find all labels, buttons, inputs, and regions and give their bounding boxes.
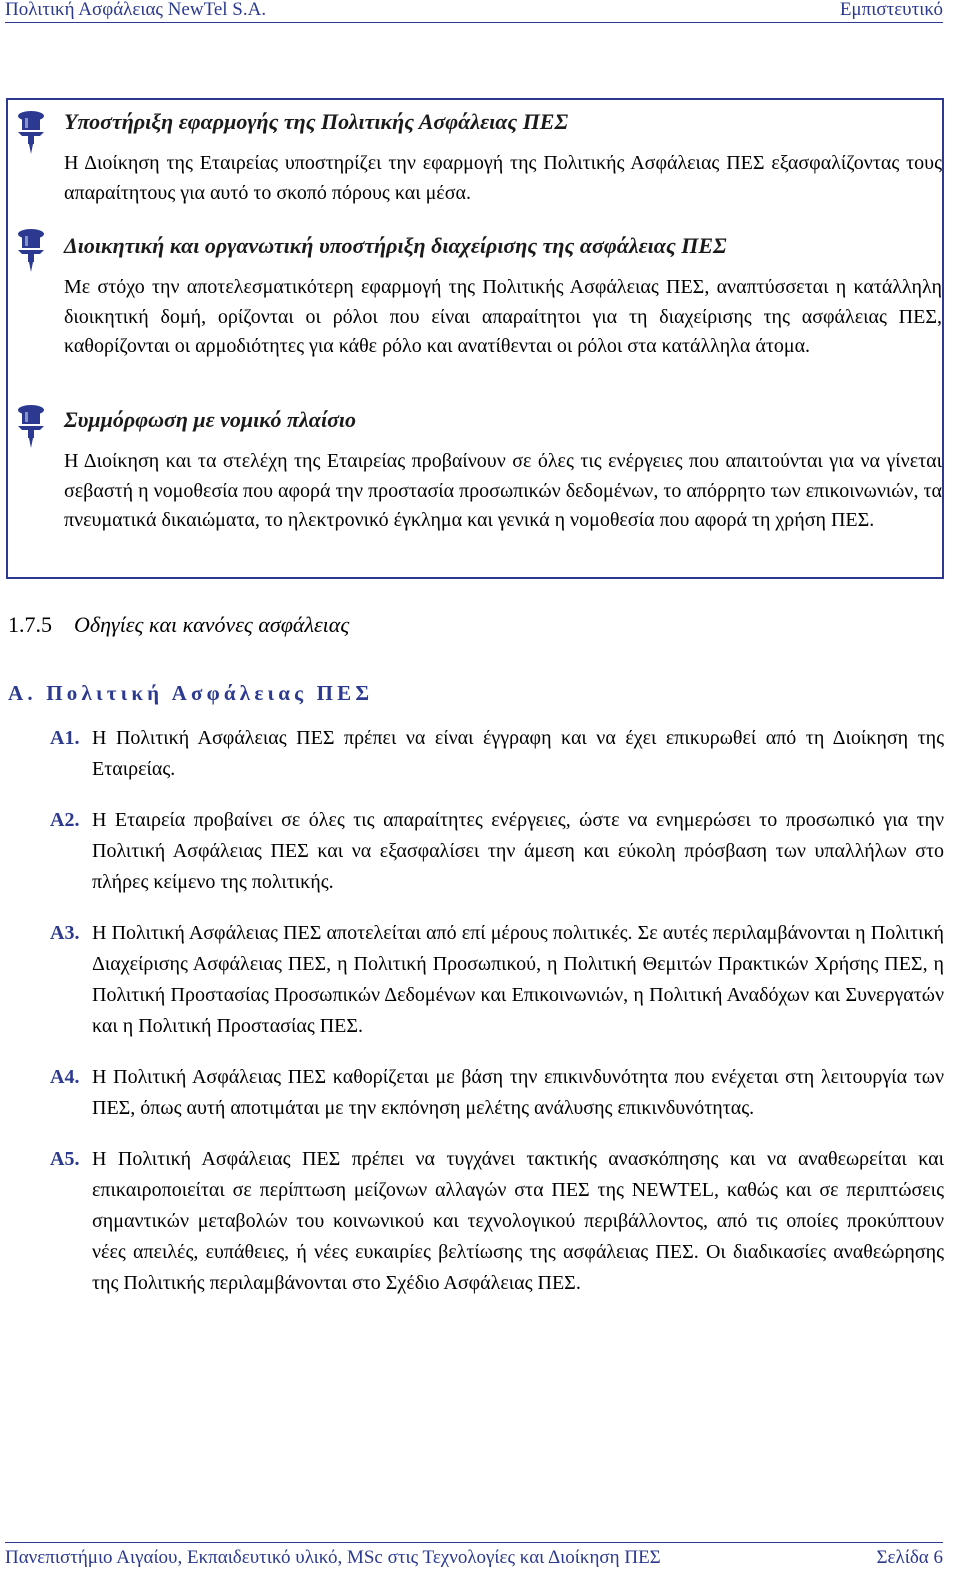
list-item	[50, 723, 944, 785]
header-document-title: Πολιτική Ασφάλειας NewTel S.A.	[5, 0, 267, 20]
item-text: Η Πολιτική Ασφάλειας ΠΕΣ πρέπει να είναι έγγραφη και να έχει επικυρωθεί από τη Διοίκηση της Εταιρείας.	[92, 727, 944, 780]
section-title: Διοικητική και οργανωτική υποστήριξη διαχείρισης της ασφάλειας ΠΕΣ	[64, 233, 727, 258]
list-item	[50, 1144, 944, 1299]
item-text: Η Εταιρεία προβαίνει σε όλες τις απαραίτητες ενέργειες, ώστε να ενημερώσει το προσωπικό για την Πολιτική Ασφάλειας ΠΕΣ και να εξασφαλίσει την άμεση και εύκολη πρόσβαση των υπαλλήλων στο πλήρες κείμενο της πολιτικής.	[92, 809, 944, 893]
policy-items-list	[50, 723, 944, 1319]
pushpin-icon	[16, 404, 46, 448]
list-item	[50, 1062, 944, 1124]
page-header	[5, 0, 943, 23]
list-item	[50, 805, 944, 898]
section-text: Με στόχο την αποτελεσματικότερη εφαρμογή της Πολιτικής Ασφάλειας ΠΕΣ, αναπτύσσεται η κατάλληλη διοικητική δομή, ορίζονται οι ρόλοι που είναι απαραίτητοι για τη διαχείρισης της ασφάλειας ΠΕΣ, καθορίζονται οι αρμοδιότητες για κάθε ρόλο και ανατίθενται οι ρόλοι στα κατάλληλα άτομα.	[64, 276, 942, 357]
item-label: Α4.	[50, 1066, 80, 1088]
section-text: Η Διοίκηση της Εταιρείας υποστηρίζει την εφαρμογή της Πολιτικής Ασφάλειας ΠΕΣ εξασφαλίζοντας τους απαραίτητους για αυτό το σκοπό πόρους και μέσα.	[64, 152, 942, 204]
policy-summary-box	[6, 98, 944, 579]
item-label: Α2.	[50, 809, 80, 831]
pushpin-icon	[16, 110, 46, 154]
heading-a-security-policy: Α. Πολιτική Ασφάλειας ΠΕΣ	[8, 681, 374, 705]
section-administrative-support	[64, 234, 942, 362]
item-label: Α5.	[50, 1148, 80, 1170]
list-item	[50, 918, 944, 1042]
pushpin-icon	[16, 228, 46, 272]
section-management-support	[64, 110, 942, 208]
section-title: Υποστήριξη εφαρμογής της Πολιτικής Ασφάλειας ΠΕΣ	[64, 109, 569, 134]
subsection-heading	[8, 612, 349, 638]
header-classification: Εμπιστευτικό	[839, 0, 943, 20]
item-text: Η Πολιτική Ασφάλειας ΠΕΣ πρέπει να τυγχάνει τακτικής ανασκόπησης και να αναθεωρείται και επικαιροποιείται σε περίπτωση μείζονων αλλαγών στα ΠΕΣ της NEWTEL, καθώς και σε περιπτώσεις σημαντικών μεταβολών του κοινωνικού και τεχνολογικού περιβάλλοντος, από τις οποίες προκύπτουν νέες απειλές, ευπάθειες, ή νέες ευκαιρίες βελτίωσης της ασφάλειας ΠΕΣ. Οι διαδικασίες αναθεώρησης της Πολιτικής περιλαμβάνονται στο Σχέδιο Ασφάλειας ΠΕΣ.	[92, 1148, 944, 1294]
item-label: Α3.	[50, 922, 80, 944]
subsection-number: 1.7.5	[8, 612, 52, 637]
footer-page-number: Σελίδα 6	[876, 1547, 943, 1568]
item-label: Α1.	[50, 727, 80, 749]
section-text: Η Διοίκηση και τα στελέχη της Εταιρείας προβαίνουν σε όλες τις ενέργειες που απαιτούνται για να γίνεται σεβαστή η νομοθεσία που αφορά την προστασία προσωπικών δεδομένων, το απόρρητο των επικοινωνιών, τα πνευματικά δικαιώματα, το ηλεκτρονικό έγκλημα και γενικά η νομοθεσία που αφορά τη χρήση ΠΕΣ.	[64, 450, 942, 531]
section-legal-compliance	[64, 408, 942, 536]
subsection-title: Οδηγίες και κανόνες ασφάλειας	[74, 612, 350, 637]
item-text: Η Πολιτική Ασφάλειας ΠΕΣ αποτελείται από επί μέρους πολιτικές. Σε αυτές περιλαμβάνονται η Πολιτική Διαχείρισης Ασφάλειας ΠΕΣ, η Πολιτική Προσωπικού, η Πολιτική Θεμιτών Πρακτικών Χρήσης ΠΕΣ, η Πολιτική Προστασίας Προσωπικών Δεδομένων και Επικοινωνιών, η Πολιτική Αναδόχων και Συνεργατών και η Πολιτική Προστασίας ΠΕΣ.	[92, 922, 944, 1037]
page-footer	[5, 1542, 943, 1573]
footer-source: Πανεπιστήμιο Αιγαίου, Εκπαιδευτικό υλικό, MSc στις Τεχνολογίες και Διοίκηση ΠΕΣ	[5, 1547, 661, 1568]
item-text: Η Πολιτική Ασφάλειας ΠΕΣ καθορίζεται με βάση την επικινδυνότητα που ενέχεται στη λειτουργία των ΠΕΣ, όπως αυτή αποτιμάται με την εκπόνηση μελέτης ανάλυσης επικινδυνότητας.	[92, 1066, 944, 1119]
section-title: Συμμόρφωση με νομικό πλαίσιο	[64, 407, 357, 432]
